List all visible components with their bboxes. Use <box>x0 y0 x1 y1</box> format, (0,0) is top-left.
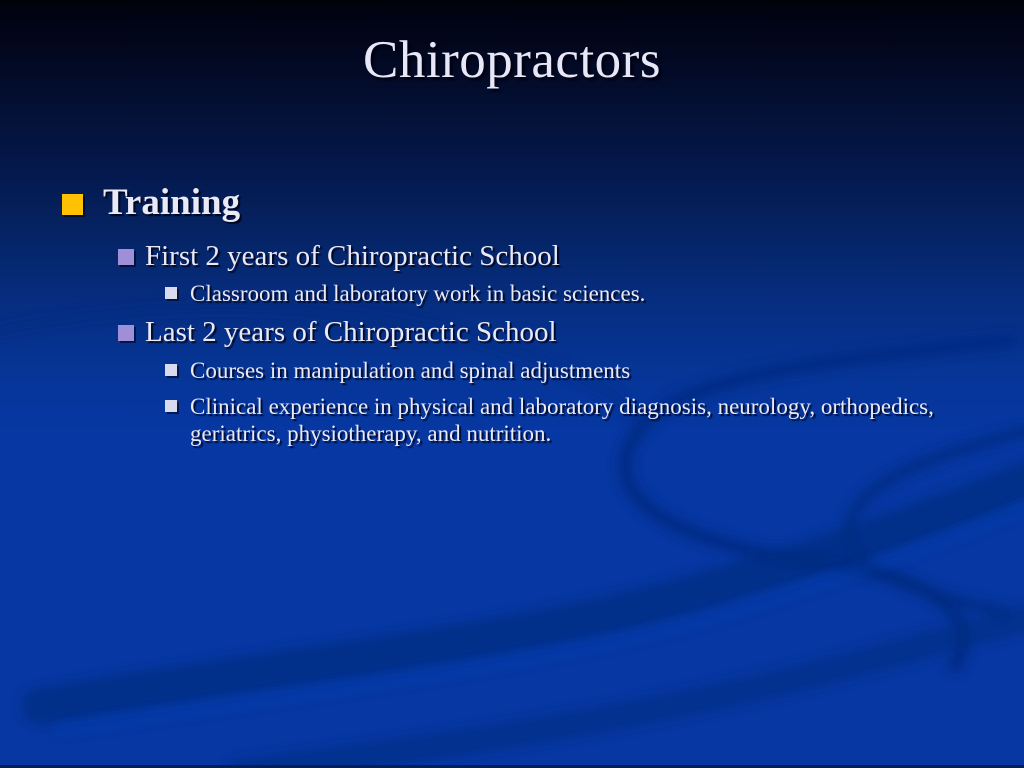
slide-title: Chiropractors <box>363 31 661 89</box>
bullet-list <box>0 183 1024 456</box>
bullet-text: Training <box>103 182 241 223</box>
bullet-square-icon <box>118 325 134 341</box>
bullet-item-level2 <box>118 316 1024 349</box>
bullet-text: Last 2 years of Chiropractic School <box>145 316 557 349</box>
bullet-square-icon <box>118 249 134 265</box>
bullet-item-level3 <box>165 280 1024 307</box>
bullet-square-icon <box>165 287 177 299</box>
bullet-text: Courses in manipulation and spinal adjustments <box>190 357 631 383</box>
bullet-item-level3 <box>165 357 1024 384</box>
bullet-square-icon <box>165 400 177 412</box>
bullet-text: Classroom and laboratory work in basic sciences. <box>190 281 646 307</box>
bullet-item-level3 <box>165 393 1024 447</box>
bullet-item-level2 <box>118 240 1024 273</box>
bullet-item-level1 <box>62 183 1024 224</box>
bullet-square-icon <box>62 194 83 215</box>
bullet-text: First 2 years of Chiropractic School <box>145 239 560 272</box>
bullet-text: Clinical experience in physical and laboratory diagnosis, neurology, orthopedics, geriatrics, physiotherapy, and nutrition. <box>190 393 934 446</box>
bullet-square-icon <box>165 364 177 376</box>
